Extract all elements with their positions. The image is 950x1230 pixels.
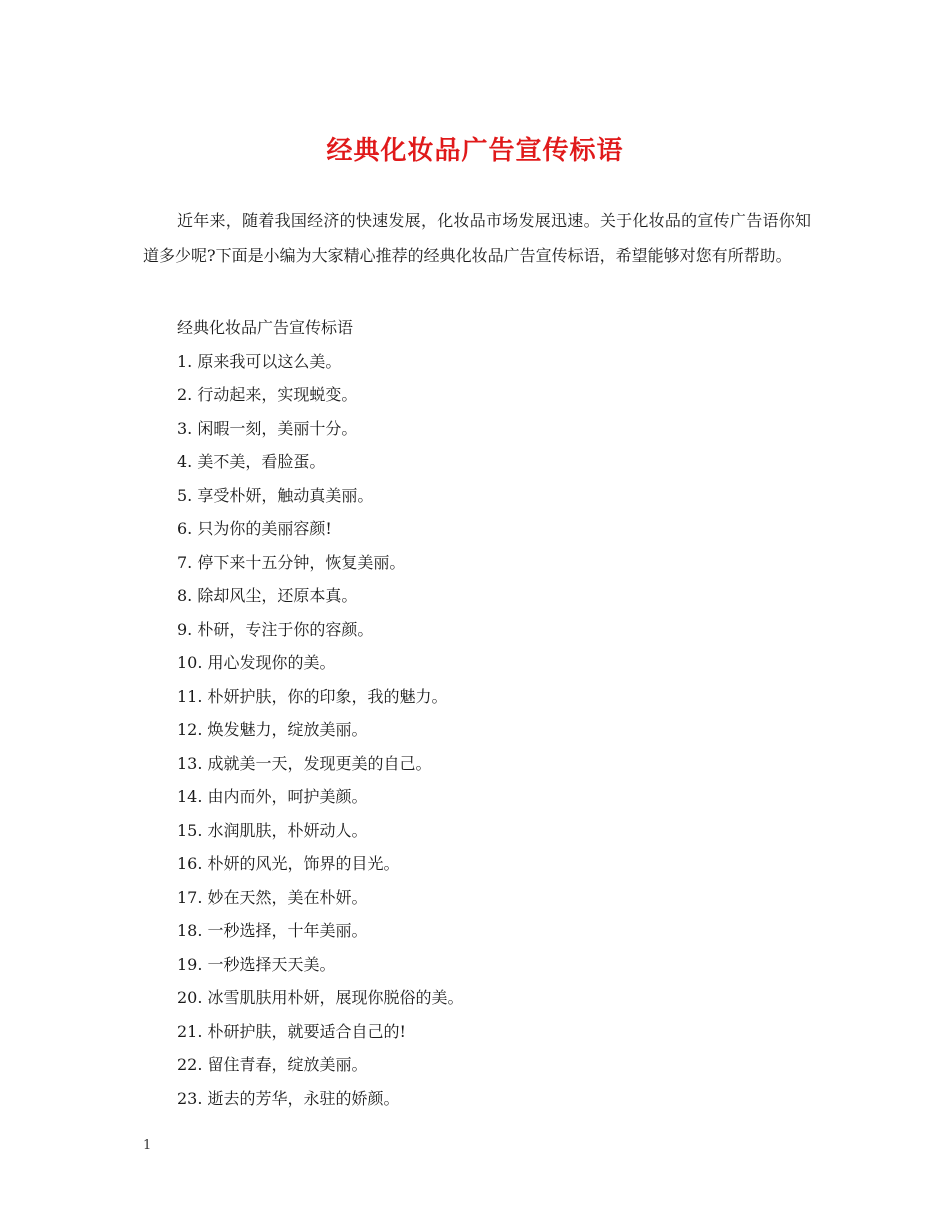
list-item: 16. 朴妍的风光，饰界的目光。 xyxy=(177,854,400,873)
list-heading: 经典化妆品广告宣传标语 xyxy=(177,318,354,337)
list-item: 3. 闲暇一刻，美丽十分。 xyxy=(177,418,358,438)
list-item: 6. 只为你的美丽容颜! xyxy=(177,519,332,538)
list-item: 5. 享受朴妍，触动真美丽。 xyxy=(177,485,374,505)
page-title: 经典化妆品广告宣传标语 xyxy=(326,136,624,166)
list-item: 20. 冰雪肌肤用朴妍，展现你脱俗的美。 xyxy=(177,988,464,1007)
list-item: 21. 朴研护肤，就要适合自己的! xyxy=(177,1021,406,1041)
page-number: 1 xyxy=(143,1138,152,1153)
list-item: 1. 原来我可以这么美。 xyxy=(177,351,342,371)
list-item: 7. 停下来十五分钟，恢复美丽。 xyxy=(177,552,406,572)
list-item: 19. 一秒选择天天美。 xyxy=(177,954,336,974)
list-item: 17. 妙在天然，美在朴妍。 xyxy=(177,887,368,907)
list-item: 14. 由内而外，呵护美颜。 xyxy=(177,787,368,806)
list-item: 4. 美不美，看脸蛋。 xyxy=(177,452,326,471)
intro-paragraph: 近年来，随着我国经济的快速发展，化妆品市场发展迅速。关于化妆品的宣传广告语你知道多少呢?下面是小编为大家精心推荐的经典化妆品广告宣传标语，希望能够对您有所帮助。 xyxy=(143,211,811,265)
list-item: 22. 留住青春，绽放美丽。 xyxy=(177,1055,368,1074)
list-item: 9. 朴研，专注于你的容颜。 xyxy=(177,619,374,639)
slogan-list xyxy=(177,311,817,1115)
list-item: 23. 逝去的芳华，永驻的娇颜。 xyxy=(177,1088,400,1108)
slogan-items xyxy=(177,345,817,1116)
list-item: 18. 一秒选择，十年美丽。 xyxy=(177,921,368,940)
list-item: 12. 焕发魅力，绽放美丽。 xyxy=(177,720,368,739)
list-item: 11. 朴妍护肤，你的印象，我的魅力。 xyxy=(177,686,448,706)
list-item: 15. 水润肌肤，朴妍动人。 xyxy=(177,820,368,840)
list-item: 10. 用心发现你的美。 xyxy=(177,653,336,672)
list-item: 13. 成就美一天，发现更美的自己。 xyxy=(177,753,432,773)
list-item: 2. 行动起来，实现蜕变。 xyxy=(177,385,358,404)
list-item: 8. 除却风尘，还原本真。 xyxy=(177,586,358,605)
